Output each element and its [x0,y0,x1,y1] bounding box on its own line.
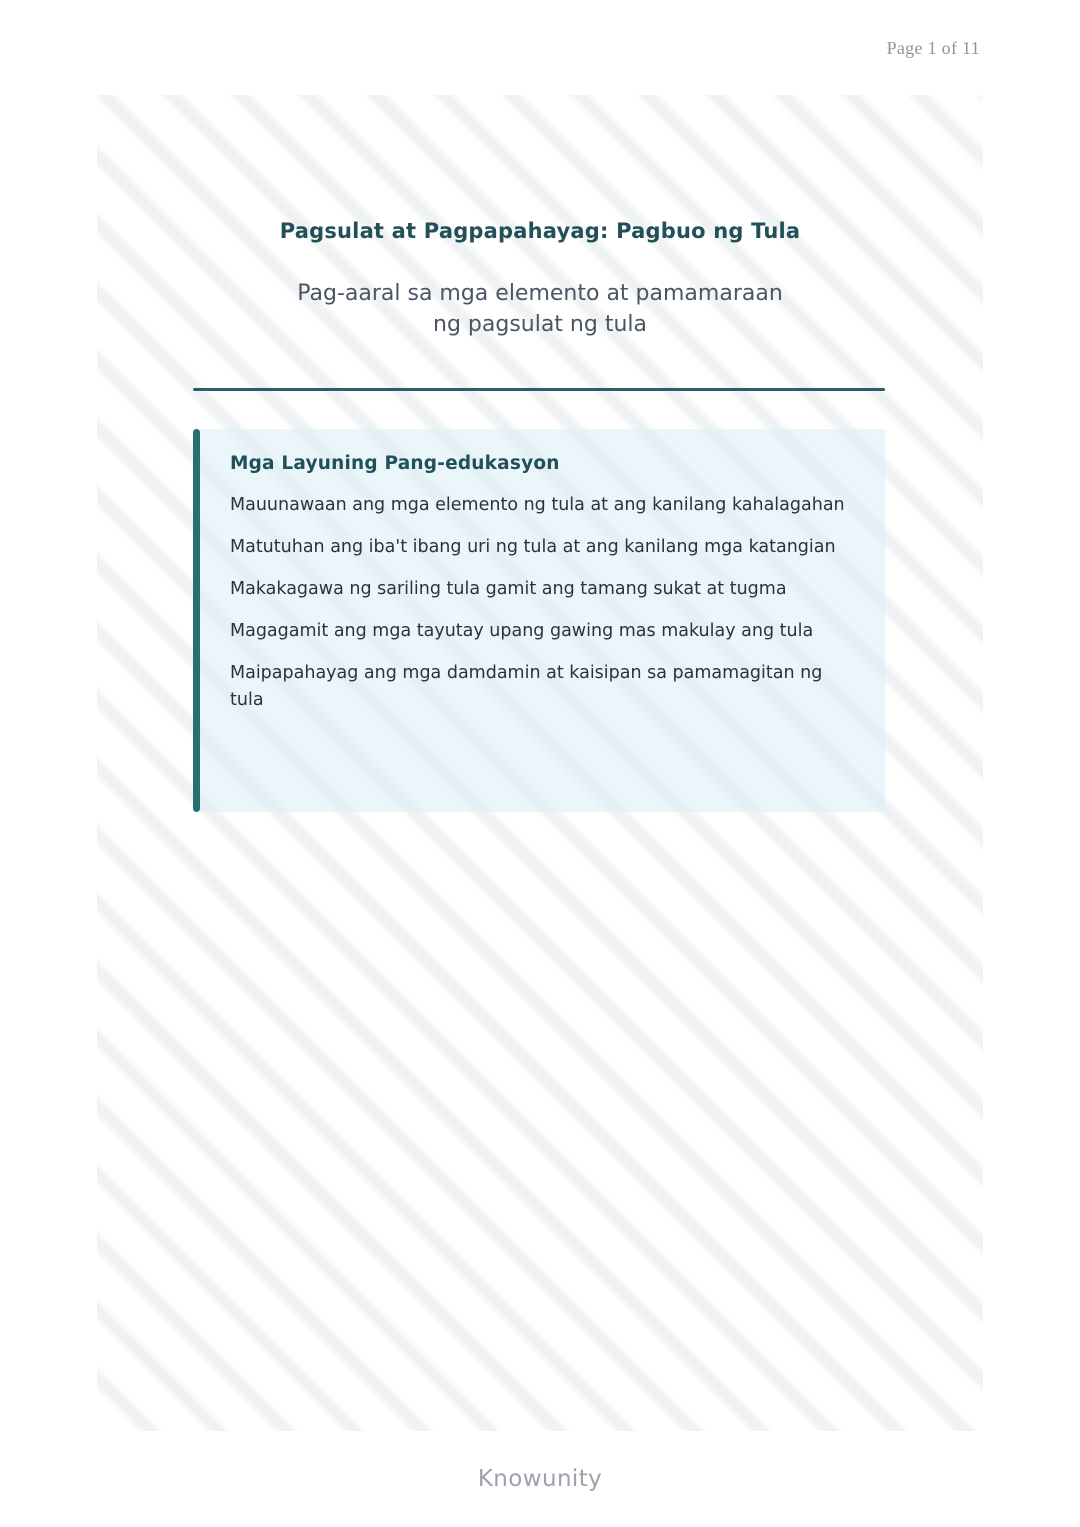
objective-item: Magagamit ang mga tayutay upang gawing mas makulay ang tula [230,621,814,641]
objectives-heading: Mga Layuning Pang-edukasyon [230,453,560,474]
objective-item: Mauunawaan ang mga elemento ng tula at ang kanilang kahalagahan [230,495,845,515]
objective-item: Makakagawa ng sariling tula gamit ang tamang sukat at tugma [230,579,787,599]
footer-brand-knowunity: Knowunity [477,1466,603,1492]
title-divider-rule [193,388,885,391]
document-subtitle: Pag-aaral sa mga elemento at pamamaraan ng pagsulat ng tula [297,281,783,337]
objectives-callout-box [193,429,885,812]
striped-content-panel [97,95,983,1431]
objective-item: Matutuhan ang iba't ibang uri ng tula at ang kanilang mga katangian [230,537,836,557]
objective-item: Maipapahayag ang mga damdamin at kaisipan sa pamamagitan ng tula [230,663,823,710]
objectives-accent-bar [193,429,200,812]
page-number-indicator: Page 1 of 11 [886,38,980,58]
document-title: Pagsulat at Pagpapahayag: Pagbuo ng Tula [279,219,801,243]
